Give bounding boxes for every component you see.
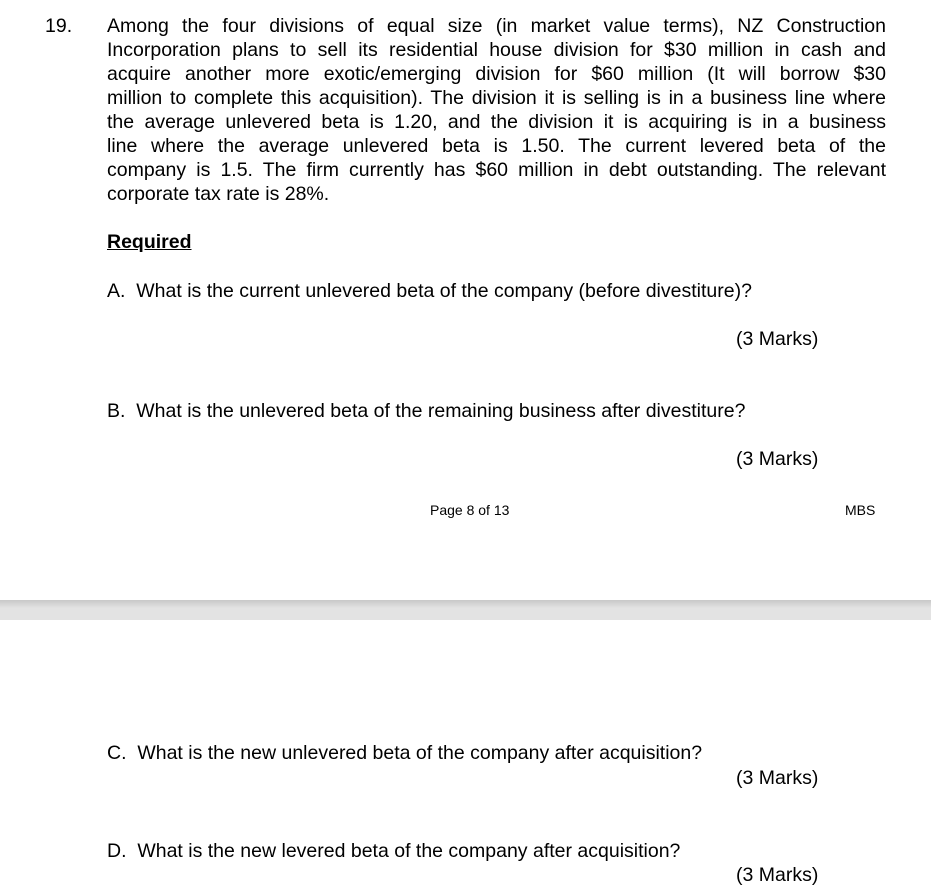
question-line: million to complete this acquisition). The division it is selling is in a business line where	[107, 87, 886, 109]
part-b-text: B. What is the unlevered beta of the remaining business after divestiture?	[107, 400, 746, 422]
question-line: Incorporation plans to sell its residential house division for $30 million in cash and	[107, 39, 886, 61]
part-c-marks: (3 Marks)	[736, 767, 819, 789]
question-line: line where the average unlevered beta is 1.50. The current levered beta of the	[107, 135, 886, 157]
page-number: Page 8 of 13	[430, 502, 510, 518]
part-d-text: D. What is the new levered beta of the company after acquisition?	[107, 840, 681, 862]
question-line: company is 1.5. The firm currently has $60 million in debt outstanding. The relevant	[107, 159, 886, 181]
part-d-marks: (3 Marks)	[736, 864, 819, 886]
page-break	[0, 600, 931, 620]
footer-label: MBS	[845, 502, 876, 518]
question-line: Among the four divisions of equal size (in market value terms), NZ Construction	[107, 15, 886, 37]
required-heading: Required	[107, 231, 192, 253]
part-a-text: A. What is the current unlevered beta of the company (before divestiture)?	[107, 280, 752, 302]
part-b-marks: (3 Marks)	[736, 448, 819, 470]
question-line: acquire another more exotic/emerging division for $60 million (It will borrow $30	[107, 63, 886, 85]
question-line: corporate tax rate is 28%.	[107, 183, 330, 205]
question-line: the average unlevered beta is 1.20, and the division it is acquiring is in a business	[107, 111, 886, 133]
part-a-marks: (3 Marks)	[736, 328, 819, 350]
part-c-text: C. What is the new unlevered beta of the company after acquisition?	[107, 742, 703, 764]
question-number: 19.	[45, 15, 73, 37]
